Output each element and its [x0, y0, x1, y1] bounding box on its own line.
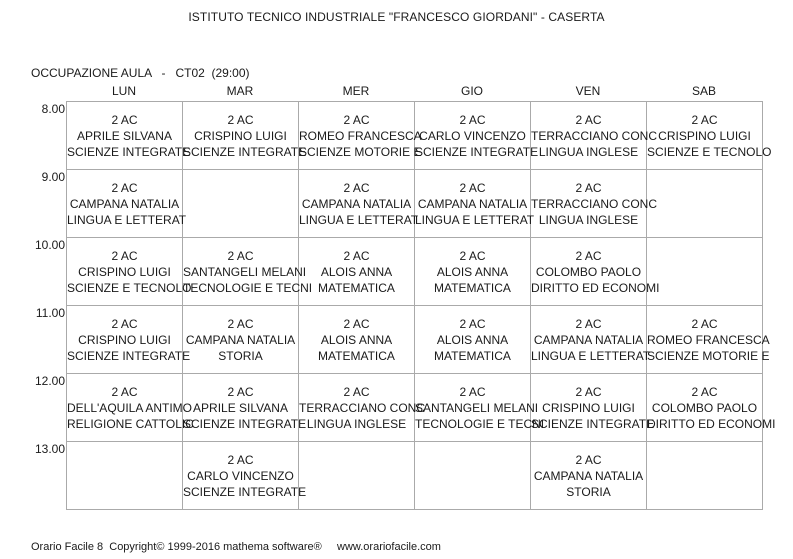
cell-teacher: COLOMBO PAOLO	[651, 401, 758, 415]
cell-subject: LINGUA E LETTERAT	[531, 349, 651, 363]
cell-subject: SCIENZE INTEGRATE	[67, 349, 191, 363]
cell-subject: TECNOLOGIE E TECNI	[415, 417, 545, 431]
cell-subject: DIRITTO ED ECONOMI	[647, 417, 776, 431]
cell-teacher: ALOIS ANNA	[436, 333, 509, 347]
schedule-cell	[67, 102, 191, 170]
cell-class: 2 AC	[343, 249, 370, 263]
cell-class: 2 AC	[459, 317, 486, 331]
cell-class: 2 AC	[111, 249, 138, 263]
cell-teacher: ROMEO FRANCESCA	[299, 129, 422, 143]
schedule-cell	[183, 374, 307, 442]
cell-teacher: CAMPANA NATALIA	[533, 333, 644, 347]
cell-subject: SCIENZE E TECNOLO	[647, 145, 772, 159]
cell-class: 2 AC	[343, 113, 370, 127]
schedule-cell	[299, 170, 419, 238]
cell-class: 2 AC	[227, 317, 254, 331]
cell-subject: RELIGIONE CATTOLIC	[67, 417, 194, 431]
cell-subject: LINGUA INGLESE	[538, 145, 639, 159]
schedule-cell	[183, 238, 313, 306]
cell-teacher: ROMEO FRANCESCA	[647, 333, 770, 347]
cell-class: 2 AC	[691, 385, 718, 399]
cell-subject: SCIENZE INTEGRATE	[531, 417, 655, 431]
cell-teacher: TERRACCIANO CONC	[531, 129, 658, 143]
schedule-cell	[531, 442, 647, 510]
cell-teacher: CAMPANA NATALIA	[533, 469, 644, 483]
schedule-cell	[531, 306, 651, 374]
day-header-0: LUN	[111, 84, 136, 98]
cell-teacher: TERRACCIANO CONC	[531, 197, 658, 211]
cell-subject: LINGUA INGLESE	[306, 417, 407, 431]
schedule-cell	[647, 102, 772, 170]
day-header-5: SAB	[691, 84, 716, 98]
cell-teacher: CRISPINO LUIGI	[78, 333, 171, 347]
schedule-cell	[647, 170, 763, 238]
schedule-cell	[67, 238, 192, 306]
hour-label-2: 10.00	[34, 238, 65, 252]
cell-class: 2 AC	[343, 181, 370, 195]
schedule-cell	[183, 306, 299, 374]
cell-class: 2 AC	[227, 249, 254, 263]
cell-teacher: APRILE SILVANA	[77, 129, 172, 143]
cell-teacher: CAMPANA NATALIA	[417, 197, 528, 211]
schedule-cell	[415, 374, 545, 442]
schedule-cell	[647, 306, 770, 374]
cell-subject: STORIA	[566, 485, 611, 499]
cell-teacher: ALOIS ANNA	[436, 265, 509, 279]
schedule-cell	[531, 238, 660, 306]
schedule-cell	[531, 102, 658, 170]
cell-teacher: TERRACCIANO CONC	[299, 401, 426, 415]
schedule-cell	[183, 442, 307, 510]
schedule-cell	[183, 170, 299, 238]
schedule-cell	[647, 442, 763, 510]
cell-subject: MATEMATICA	[434, 281, 511, 295]
schedule-cell	[67, 374, 194, 442]
cell-subject: SCIENZE INTEGRATE	[183, 485, 307, 499]
cell-subject: MATEMATICA	[318, 281, 395, 295]
cell-subject: LINGUA E LETTERAT	[67, 213, 187, 227]
schedule-cell	[647, 238, 763, 306]
schedule-cell	[415, 442, 531, 510]
schedule-cell	[647, 374, 776, 442]
cell-teacher: SANTANGELI MELANI	[415, 401, 539, 415]
cell-class: 2 AC	[343, 317, 370, 331]
cell-teacher: CRISPINO LUIGI	[658, 129, 751, 143]
day-header-2: MER	[342, 84, 370, 98]
cell-class: 2 AC	[111, 317, 138, 331]
schedule-cell	[531, 170, 658, 238]
cell-class: 2 AC	[691, 113, 718, 127]
cell-class: 2 AC	[575, 317, 602, 331]
hour-label-1: 9.00	[41, 170, 65, 184]
cell-teacher: DELL'AQUILA ANTIMO	[67, 401, 192, 415]
cell-class: 2 AC	[111, 181, 138, 195]
cell-subject: SCIENZE MOTORIE E	[299, 145, 422, 159]
cell-teacher: ALOIS ANNA	[320, 333, 393, 347]
schedule-cell	[299, 238, 415, 306]
cell-class: 2 AC	[575, 181, 602, 195]
cell-class: 2 AC	[575, 385, 602, 399]
day-header-3: GIO	[460, 84, 483, 98]
schedule-cell	[415, 102, 539, 170]
cell-subject: SCIENZE INTEGRATE	[415, 145, 539, 159]
day-header-1: MAR	[226, 84, 254, 98]
timetable-grid	[66, 101, 776, 510]
cell-teacher: CAMPANA NATALIA	[185, 333, 296, 347]
cell-subject: LINGUA E LETTERAT	[299, 213, 419, 227]
cell-class: 2 AC	[459, 181, 486, 195]
cell-subject: LINGUA E LETTERAT	[415, 213, 535, 227]
cell-class: 2 AC	[111, 113, 138, 127]
hour-label-5: 13.00	[34, 442, 65, 456]
cell-class: 2 AC	[575, 453, 602, 467]
schedule-cell	[299, 442, 415, 510]
cell-teacher: ALOIS ANNA	[320, 265, 393, 279]
cell-subject: MATEMATICA	[434, 349, 511, 363]
schedule-cell	[299, 306, 415, 374]
schedule-cell	[531, 374, 655, 442]
cell-teacher: CARLO VINCENZO	[187, 469, 294, 483]
cell-teacher: CRISPINO LUIGI	[78, 265, 171, 279]
schedule-cell	[299, 102, 422, 170]
page-title: ISTITUTO TECNICO INDUSTRIALE "FRANCESCO GIORDANI" - CASERTA	[188, 10, 605, 24]
cell-subject: STORIA	[218, 349, 263, 363]
cell-teacher: APRILE SILVANA	[193, 401, 288, 415]
room-subtitle: OCCUPAZIONE AULA - CT02 (29:00)	[31, 66, 250, 80]
cell-subject: SCIENZE INTEGRATE	[183, 417, 307, 431]
cell-teacher: CARLO VINCENZO	[419, 129, 526, 143]
cell-subject: MATEMATICA	[318, 349, 395, 363]
cell-class: 2 AC	[459, 113, 486, 127]
cell-subject: SCIENZE MOTORIE E	[647, 349, 770, 363]
schedule-cell	[67, 306, 191, 374]
cell-teacher: CRISPINO LUIGI	[194, 129, 287, 143]
cell-teacher: CAMPANA NATALIA	[301, 197, 412, 211]
cell-subject: SCIENZE INTEGRATE	[67, 145, 191, 159]
cell-subject: DIRITTO ED ECONOMI	[531, 281, 660, 295]
cell-class: 2 AC	[227, 453, 254, 467]
schedule-cell	[415, 306, 531, 374]
cell-class: 2 AC	[459, 385, 486, 399]
cell-subject: TECNOLOGIE E TECNI	[183, 281, 313, 295]
footer-copyright: Orario Facile 8 Copyright© 1999-2016 mathema software® www.orariofacile.com	[31, 541, 441, 553]
schedule-cell	[415, 238, 531, 306]
hour-label-0: 8.00	[41, 102, 65, 116]
schedule-cell	[415, 170, 535, 238]
cell-class: 2 AC	[459, 249, 486, 263]
cell-subject: LINGUA INGLESE	[538, 213, 639, 227]
schedule-cell	[299, 374, 426, 442]
cell-subject: SCIENZE E TECNOLO	[67, 281, 192, 295]
cell-teacher: SANTANGELI MELANI	[183, 265, 307, 279]
hour-label-4: 12.00	[34, 374, 65, 388]
day-header-4: VEN	[575, 84, 601, 98]
cell-class: 2 AC	[575, 113, 602, 127]
cell-teacher: CAMPANA NATALIA	[69, 197, 180, 211]
cell-class: 2 AC	[575, 249, 602, 263]
cell-class: 2 AC	[111, 385, 138, 399]
cell-class: 2 AC	[227, 385, 254, 399]
cell-teacher: COLOMBO PAOLO	[535, 265, 642, 279]
schedule-cell	[67, 442, 183, 510]
cell-class: 2 AC	[343, 385, 370, 399]
cell-subject: SCIENZE INTEGRATE	[183, 145, 307, 159]
schedule-cell	[67, 170, 187, 238]
cell-class: 2 AC	[691, 317, 718, 331]
cell-teacher: CRISPINO LUIGI	[542, 401, 635, 415]
schedule-cell	[183, 102, 307, 170]
cell-class: 2 AC	[227, 113, 254, 127]
hour-label-3: 11.00	[35, 306, 65, 320]
